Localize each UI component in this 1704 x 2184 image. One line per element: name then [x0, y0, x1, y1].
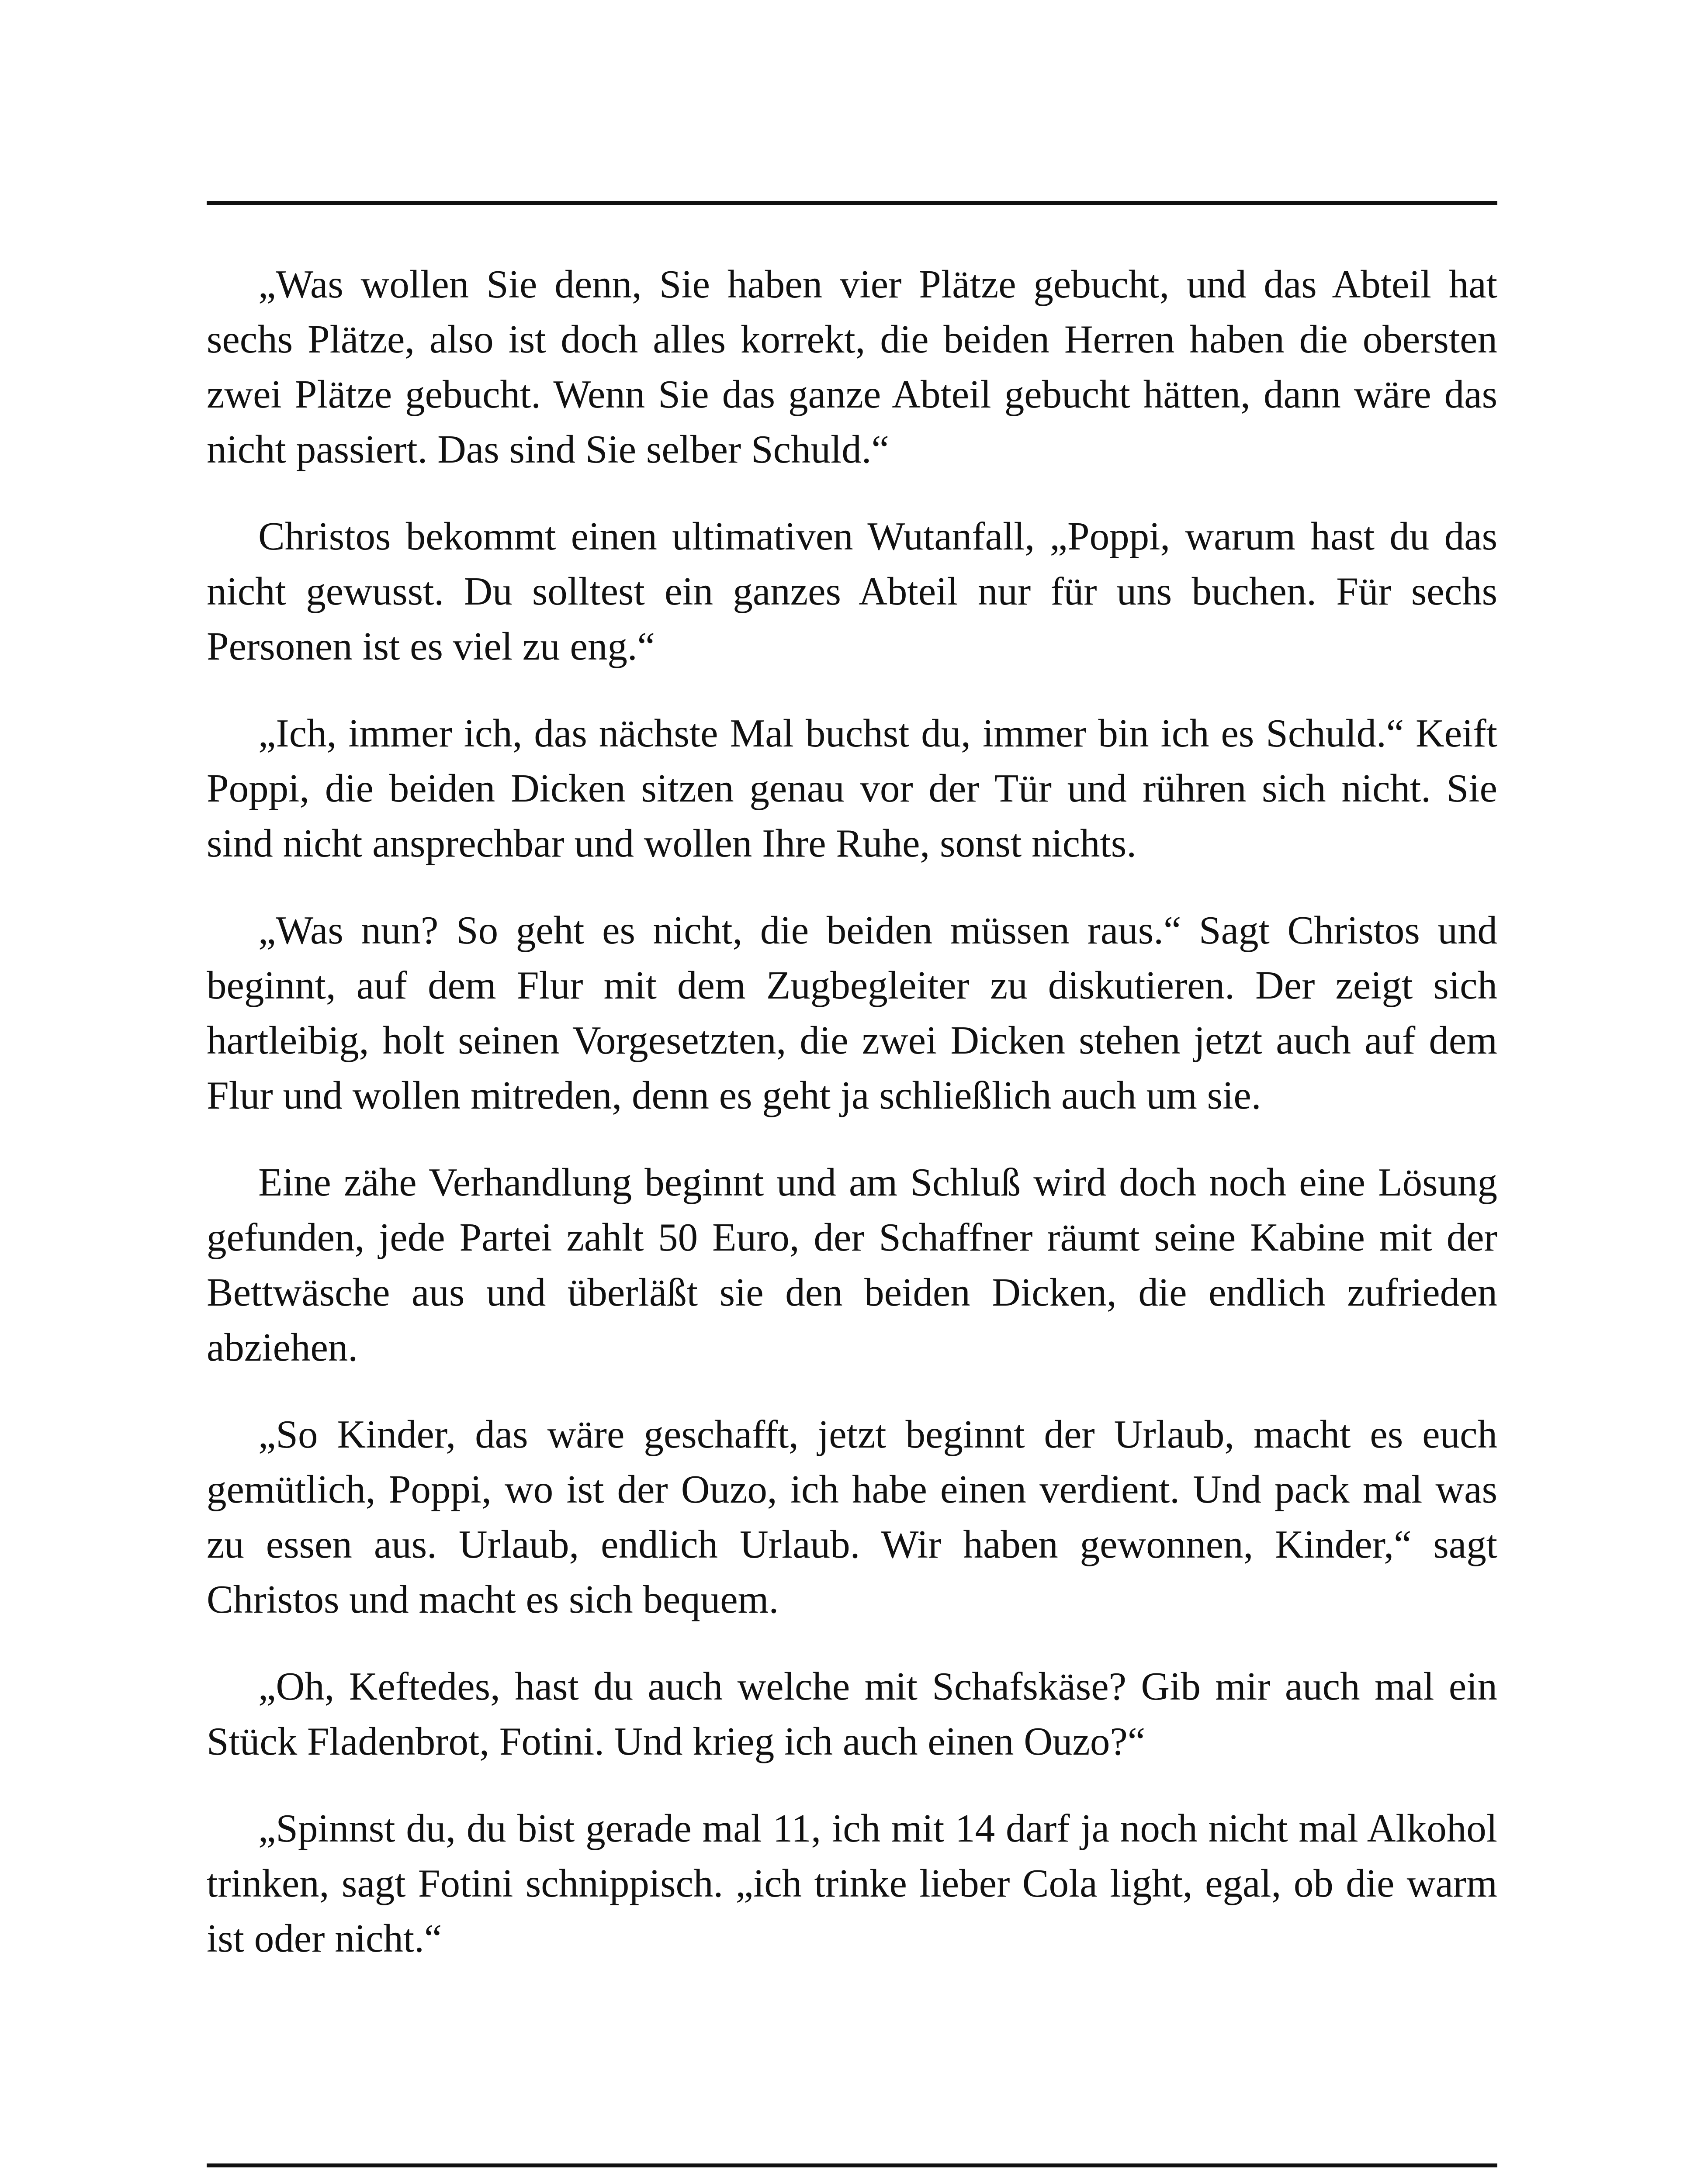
- body-text: [207, 257, 1497, 1966]
- paragraph: Christos bekommt einen ultimativen Wutanfall, „Poppi, warum hast du das nicht gewusst. Du solltest ein ganzes Abteil nur für uns buchen. Für sechs Personen ist es viel zu eng.“: [207, 514, 1497, 668]
- paragraph: „Spinnst du, du bist gerade mal 11, ich mit 14 darf ja noch nicht mal Alkohol trinken, sagt Fotini schnippisch. „ich trinke lieber Cola light, egal, ob die warm ist oder nicht.“: [207, 1806, 1497, 1960]
- paragraph: Eine zähe Verhandlung beginnt und am Schluß wird doch noch eine Lösung gefunden, jede Partei zahlt 50 Euro, der Schaffner räumt seine Kabine mit der Bettwäsche aus und überläßt sie den beiden Dicken, die endlich zufrieden abziehen.: [207, 1160, 1497, 1369]
- paragraph: „Ich, immer ich, das nächste Mal buchst du, immer bin ich es Schuld.“ Keift Poppi, die beiden Dicken sitzen genau vor der Tür und rühren sich nicht. Sie sind nicht ansprechbar und wollen Ihre Ruhe, sonst nichts.: [207, 711, 1497, 865]
- header-rule: [207, 201, 1497, 205]
- paragraph: „So Kinder, das wäre geschafft, jetzt beginnt der Urlaub, macht es euch gemütlich, Poppi, wo ist der Ouzo, ich habe einen verdient. Und pack mal was zu essen aus. Urlaub, endlich Urlaub. Wir haben gewonnen, Kinder,“ sagt Christos und macht es sich bequem.: [207, 1412, 1497, 1621]
- paragraph: „Was wollen Sie denn, Sie haben vier Plätze gebucht, und das Abteil hat sechs Plätze, also ist doch alles korrekt, die beiden Herren haben die obersten zwei Plätze gebucht. Wenn Sie das ganze Abteil gebucht hätten, dann wäre das nicht passiert. Das sind Sie selber Schuld.“: [207, 262, 1497, 471]
- footer-rule: [207, 2163, 1497, 2167]
- paragraph: „Oh, Keftedes, hast du auch welche mit Schafskäse? Gib mir auch mal ein Stück Fladenbrot, Fotini. Und krieg ich auch einen Ouzo?“: [207, 1664, 1497, 1763]
- paragraph: „Was nun? So geht es nicht, die beiden müssen raus.“ Sagt Christos und beginnt, auf dem Flur mit dem Zugbegleiter zu diskutieren. Der zeigt sich hartleibig, holt seinen Vorgesetzten, die zwei Dicken stehen jetzt auch auf dem Flur und wollen mitreden, denn es geht ja schließlich auch um sie.: [207, 908, 1497, 1117]
